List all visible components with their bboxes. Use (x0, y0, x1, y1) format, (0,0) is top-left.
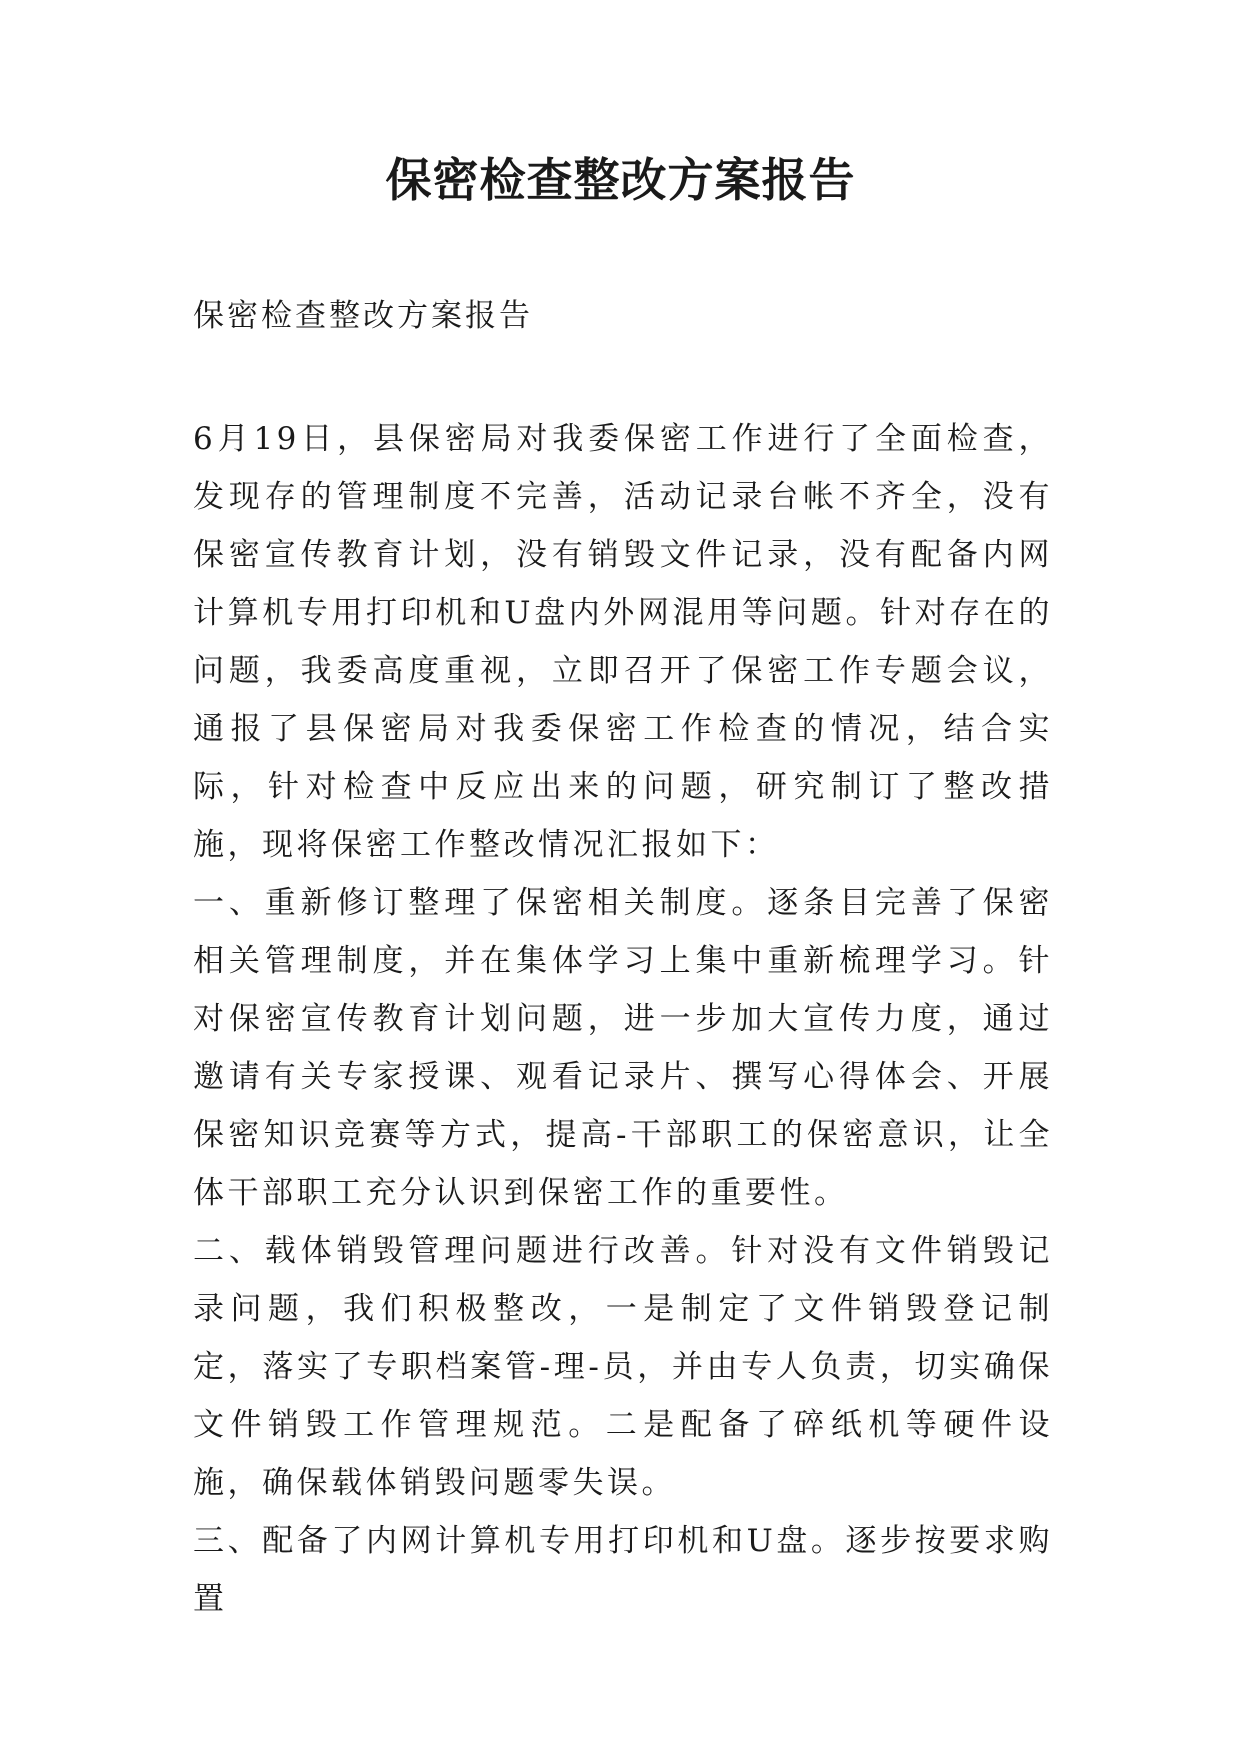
paragraph-intro: 6月19日，县保密局对我委保密工作进行了全面检查，发现存的管理制度不完善，活动记录台帐不齐全，没有保密宣传教育计划，没有销毁文件记录，没有配备内网计算机专用打印机和U盘内外网混用等问题。针对存在的问题，我委高度重视，立即召开了保密工作专题会议，通报了县保密局对我委保密工作检查的情况，结合实际，针对检查中反应出来的问题，研究制订了整改措施，现将保密工作整改情况汇报如下： (193, 421, 1053, 863)
paragraph-item-1: 一、重新修订整理了保密相关制度。逐条目完善了保密相关管理制度，并在集体学习上集中重新梳理学习。针对保密宣传教育计划问题，进一步加大宣传力度，通过邀请有关专家授课、观看记录片、撰写心得体会、开展保密知识竞赛等方式，提高-干部职工的保密意识，让全体干部职工充分认识到保密工作的重要性。 (193, 885, 1053, 1211)
paragraph-item-2: 二、载体销毁管理问题进行改善。针对没有文件销毁记录问题，我们积极整改，一是制定了文件销毁登记制定，落实了专职档案管-理-员，并由专人负责，切实确保文件销毁工作管理规范。二是配备了碎纸机等硬件设施，确保载体销毁问题零失误。 (193, 1233, 1053, 1501)
document-body (193, 410, 1053, 1628)
paragraph-item-3: 三、配备了内网计算机专用打印机和U盘。逐步按要求购置 (193, 1523, 1053, 1617)
document-subtitle: 保密检查整改方案报告 (193, 298, 533, 334)
document-title: 保密检查整改方案报告 (385, 153, 856, 207)
